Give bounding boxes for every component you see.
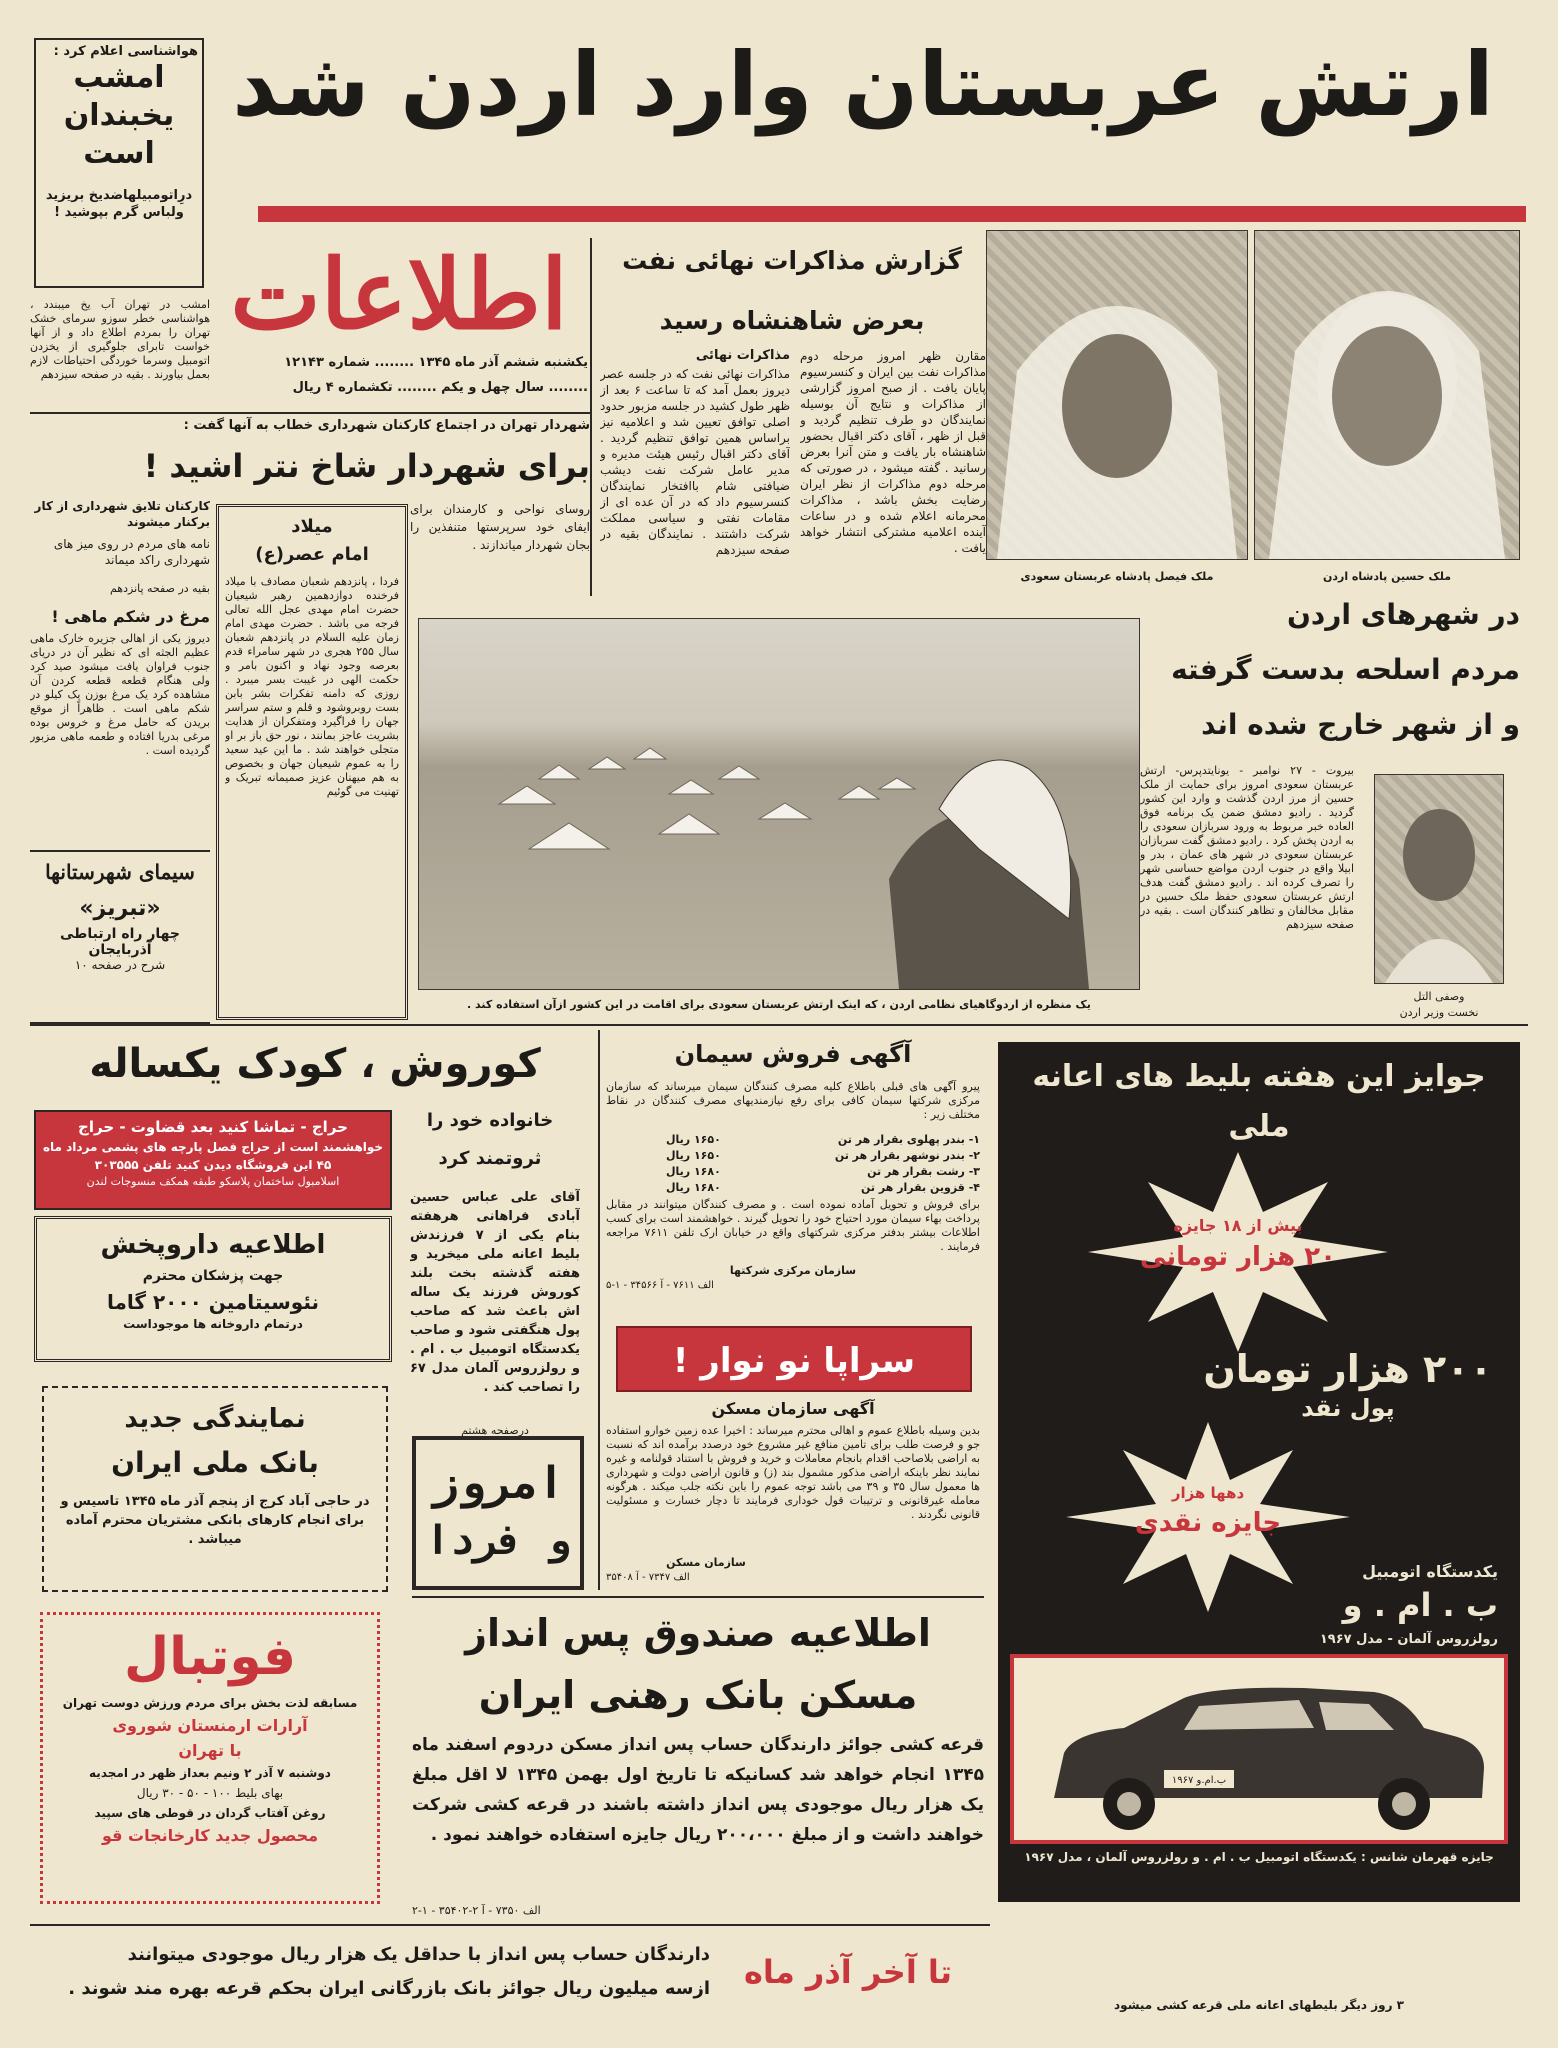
auction-body: خواهشمند است از حراج فصل پارچه های پشمی مرداد ماه ۴۵ این فروشگاه دیدن کنید تلفن ۳۰۳۵۵۵: [42, 1140, 384, 1172]
car-plate: ب.ام.و ۱۹۶۷: [1171, 1775, 1227, 1786]
cement-body: پیرو آگهی های قبلی باطلاع کلیه مصرف کنندگان سیمان میرساند که سازمان مرکزی شرکتها سیمان کافی برای رفع نیازمندیهای مصرف کنندگان در نقاط مختلف زیر :: [606, 1080, 980, 1121]
housing-code: الف ۷۳۴۷ - آ ۳۵۴۰۸: [606, 1572, 690, 1583]
cement-row: [606, 1132, 980, 1148]
kourosh-more: درصفحه هشتم: [461, 1424, 529, 1437]
jordan-headline-2: مردم اسلحه بدست گرفته: [1171, 653, 1520, 686]
kourosh-body: آقای علی عباس حسین آبادی فراهانی هرهفته بنام یکی از ۷ فرزندش بلیط اعانه ملی میخرید و هفته گذشته بخت بلند کوروش فرزند یک ساله اش باعث شد که صاحب پول هنگفتی شود و صاحب یکدستگاه اتومبیل ب . ام . و رولزروس آلمان مدل ۶۷ را تصاحب کند .: [410, 1190, 580, 1395]
football-line-5: بهای بلیط ۱۰۰ - ۵۰ - ۳۰ ریال: [136, 1786, 284, 1800]
savings-title-2: مسکن بانک رهنی ایران: [478, 1673, 918, 1717]
bank-branch-title-1: نمایندگی جدید: [124, 1404, 306, 1434]
weather-body: امشب در تهران آب یخ میبندد ، هواشناسی خطر سوزو سرمای خشک تهران را بمردم اطلاع داد و از آنها خواست تابرای جلوگیری از یخزدن اتومبیل وسرما خوردگی احتیاطات لازم بعمل بیاورند . بقیه در صفحه سیزدهم: [30, 298, 210, 381]
oil-subhead: مذاکرات نهائی: [695, 348, 790, 363]
king-faisal-photo: [986, 230, 1248, 560]
kourosh-headline: کوروش ، کودک یکساله: [89, 1041, 541, 1087]
car-icon: [1014, 1658, 1504, 1840]
lottery-car-brand: ب . ام . و: [1342, 1586, 1498, 1624]
camp-caption: یک منظره از اردوگاهیای نظامی اردن ، که اینک ارتش عربستان سعودی برای اقامت در این کشور ازآن استفاده کند .: [467, 998, 1091, 1011]
car-panel: [1010, 1654, 1508, 1844]
weather-box: [34, 38, 204, 288]
lottery-car-line: یکدستگاه اتومبیل: [1362, 1562, 1498, 1581]
portrait-caption-2: نخست وزیر اردن: [1399, 1006, 1479, 1019]
bottom-rule: [30, 1924, 990, 1926]
auction-box: [34, 1110, 392, 1210]
lottery-star-1b: ۲۰ هزار تومانی: [1140, 1242, 1336, 1272]
cement-code: الف ۷۶۱۱ - آ ۳۴۵۶۶ - ۱-۵: [606, 1280, 714, 1291]
oil-headline-2: بعرض شاهنشاه رسید: [659, 306, 925, 335]
savings-body: قرعه کشی جوائز دارندگان حساب پس انداز مسکن دردوم اسفند ماه ۱۳۴۵ انجام خواهد شد کسانیکه تا تاریخ اول بهمن ۱۳۴۵ لا اقل مبلغ یک هزار ریال موجودی پس انداز داشته باشند در قرعه کشی شرکت خواهند داشت و از مبلغ ۲۰۰،۰۰۰ ریال جایزه استفاده خواهند نمود .: [412, 1735, 984, 1845]
cement-row: [606, 1180, 980, 1196]
auction-footer: اسلامبول ساختمان پلاسکو طبقه همکف منسوجات لندن: [86, 1175, 340, 1188]
caption-faisal: ملک فیصل پادشاه عربستان سعودی: [1020, 570, 1214, 583]
portrait-caption-1: وصفی التل: [1413, 990, 1465, 1003]
newspaper-logo: اطلاعات: [230, 238, 568, 351]
cement-item-price: ۱۶۸۰ ریال: [666, 1165, 721, 1178]
oil-rule: [590, 238, 592, 596]
housing-sig: سازمان مسکن: [666, 1556, 746, 1569]
oil-column-left: مذاکرات نهائی نفت که در جلسه عصر دیروز بعمل آمد که تا ساعت ۶ بعد از ظهر طول کشید در جلسه مزبور حدود اصلی توافق تعیین شد و اعلامیه نیز براساس همین توافق تنظیم گردید . آقای دکتر اقبال رئیس هیئت مدیره و مدیر عامل شرکت نفت دیشب ضیافتی شام باافتخار نمایندگان کنسرسیوم داد که در آن عده ای از مقامات نفتی و سیاسی مملکت شرکت داشتند . نمایندگان بقیه در صفحه سیزدهم: [600, 367, 790, 557]
lottery-footer: جایزه قهرمان شانس : یکدستگاه اتومبیل ب . ام . و رولزروس آلمان ، مدل ۱۹۶۷: [1024, 1850, 1494, 1864]
cement-rule-l: [598, 1030, 600, 1590]
azar-line-1: دارندگان حساب پس انداز با حداقل یک هزار ریال موجودی میتوانند: [127, 1944, 710, 1965]
tabriz-box: [30, 850, 210, 1024]
savings-rule: [412, 1596, 984, 1598]
lottery-header: جوایز این هفته بلیط های اعانه ملی: [1032, 1059, 1486, 1144]
portrait-silhouette: [1255, 231, 1519, 559]
emrooz-line-1: امروز: [431, 1458, 565, 1509]
tabriz-city: «تبریز»: [79, 896, 161, 921]
tabriz-sub2: آذربایجان: [88, 942, 152, 958]
football-line-1: مسابقه لذت بخش برای مردم ورزش دوست تهران: [62, 1696, 358, 1710]
weather-h3: است: [83, 136, 155, 171]
mid-rule: [30, 412, 590, 414]
fold-rule: [30, 1024, 1528, 1026]
savings-code: الف ۷۳۵۰ - آ ۲-۳۵۴۰۲ - ۱-۲: [412, 1904, 541, 1917]
lottery-big-2: پول نقد: [1301, 1394, 1395, 1422]
football-line-2: آرارات ارمنستان شوروی: [112, 1716, 308, 1735]
mayor-kicker: شهردار تهران در اجتماع کارکنان شهرداری خطاب به آنها گفت :: [183, 418, 590, 433]
emrooz-line-2: و فردا: [425, 1518, 571, 1564]
lottery-star-2a: دهها هزار: [1171, 1484, 1245, 1502]
mayor-more: بقیه در صفحه پانزدهم: [109, 582, 210, 595]
football-line-3: با تهران: [178, 1741, 242, 1760]
oil-headline-1: گزارش مذاکرات نهائی نفت: [622, 246, 962, 275]
bank-branch-title-2: بانک ملی ایران: [111, 1446, 319, 1479]
housing-body: بدین وسیله باطلاع عموم و اهالی محترم میرساند : اخیرا عده زمین خوارو استفاده جو و فرصت طلب برای تامین منافع غیر مشروع خود درصدد برآمده اند که نسبت به اراضی بلاصاحب اقدام بانجام معاملات و خرید و فروش با استناد قولنامه و غیره نمایند نظر باینکه اراضی مذکور مشمول بند (ز) و قانون اراضی دولت و شهرداری ها معمول سال ۳۵ و ۳۹ می باشد توجه عموم را باین نکته جلب میکند . هرگونه معامله غیرقانونی و ترتیبات قول خوداری فرمایند تا دچار خسارت و مسئولیت قانونی نگردند .: [606, 1424, 980, 1521]
jordan-headline-1: در شهرهای اردن: [1287, 598, 1520, 631]
housing-title: آگهی سازمان مسکن: [711, 1399, 875, 1418]
tabriz-more: شرح در صفحه ۱۰: [74, 958, 166, 972]
mayor-bullet-1: کارکنان تلایق شهرداری از کار برکنار میشوند: [34, 499, 210, 529]
cement-item-price: ۱۶۵۰ ریال: [666, 1133, 721, 1146]
caption-hussein: ملک حسین پادشاه اردن: [1322, 570, 1452, 583]
lottery-car-model: رولزروس آلمان - مدل ۱۹۶۷: [1319, 1632, 1498, 1647]
football-line-4: دوشنبه ۷ آذر ۲ ونیم بعداز ظهر در امجدیه: [89, 1766, 331, 1780]
kourosh-sub-1: خانواده خود را: [426, 1110, 554, 1131]
tabriz-title: سیمای شهرستانها: [45, 860, 195, 884]
cement-row: [606, 1148, 980, 1164]
auction-headline: حراج - تماشا کنید بعد قضاوت - حراج: [78, 1118, 348, 1136]
lottery-star-2: [1058, 1422, 1358, 1612]
cement-item-label: ۱- بندر پهلوی بقرار هر تن: [837, 1133, 980, 1146]
cement-item-price: ۱۶۵۰ ریال: [666, 1149, 721, 1162]
football-title: فوتبال: [123, 1627, 297, 1687]
lottery-big-1: ۲۰۰ هزار تومان: [1203, 1347, 1493, 1391]
milad-title: میلاد: [291, 516, 333, 537]
cement-items: [606, 1132, 980, 1196]
year-line: ........ سال چهل و یکم ........ تکشماره ۴ ریال: [292, 380, 588, 395]
milad-title-2: امام عصر(ع): [255, 544, 369, 565]
headline-red-rule: [258, 206, 1526, 222]
darupakhsh-line-2: نئوسیتامین ۲۰۰۰ گاما: [106, 1290, 320, 1314]
mayor-side: روسای نواحی و کارمندان برای ایفای خود سرپرستها متنفذین را بجان شهردار میاندازند .: [410, 502, 590, 552]
bank-branch-body: در حاجی آباد کرج از پنجم آذر ماه ۱۳۴۵ تاسیس و برای انجام کارهای بانکی مشتریان محترم آماده میباشد .: [60, 1494, 370, 1547]
darupakhsh-box: [34, 1216, 392, 1362]
portrait-silhouette: [1375, 775, 1503, 983]
camp-photo: [418, 618, 1140, 990]
lottery-star-1: [1078, 1152, 1398, 1352]
weather-h2: یخبندان: [63, 98, 175, 133]
football-line-7: محصول جدید کارخانجات قو: [101, 1826, 319, 1845]
tabriz-sub1: چهار راه ارتباطی: [60, 926, 180, 942]
darupakhsh-line-1: جهت پزشکان محترم: [142, 1268, 284, 1284]
milad-body: فردا ، پانزدهم شعبان مصادف با میلاد فرخنده دوازدهمین رهبر شیعیان حضرت امام مهدی عجل الله تعالی فرجه می باشد . حضرت مهدی امام زمان علیه السلام در پانزدهم شعبان سال ۲۵۵ هجری در شهر سامراء قدم بعرصه وجود نهاد و اکنون بامر و حکمت الهی در غیبت بسر میبرد . روزی که دامنه تفکرات بشر بابن بست روبروشود و قلم و ستم سراسر جهان را فراگیرد ومتفکران از هدایت بشریت عاجز بمانند ، نور حق باز بر او متجلی خواهند شد . ما این عید سعید را به عموم شیعیان جهان و بخصوص به هم میهنان عزیز صمیمانه تبریک و تهنیت می گوئیم: [225, 575, 399, 798]
football-box: [40, 1612, 380, 1904]
cement-item-price: ۱۶۸۰ ریال: [666, 1181, 721, 1194]
azar-line-2: ازسه میلیون ریال جوائز بانک بازرگانی ایران بحکم قرعه بهره مند شوند .: [68, 1978, 710, 1999]
fish-headline: مرغ در شکم ماهی !: [51, 607, 210, 626]
azar-title: تا آخر آذر ماه: [744, 1953, 952, 1991]
lottery-note: ۳ روز دیگر بلیطهای اعانه ملی قرعه کشی میشود: [1114, 1998, 1404, 2012]
cement-item-label: ۴- قزوین بقرار هر تن: [860, 1181, 980, 1194]
lottery-ad: [998, 1042, 1520, 1902]
weather-intro: هواشناسی اعلام کرد :: [53, 44, 198, 59]
wasfi-tal-photo: [1374, 774, 1504, 984]
football-line-6: روغن آفتاب گردان در قوطی های سپید: [94, 1806, 326, 1820]
kourosh-sub-2: ثروتمند کرد: [438, 1148, 542, 1169]
fish-body: دیروز یکی از اهالی جزیره خارک ماهی عظیم الجثه ای که نظیر آن در دریای جنوب فراوان یافت میشود صید کرد ولی هنگام قطعه قطعه کردن آن مشاهده کرد یک مرغ بوزن یک کیلو در شکم ماهی است . ظاهراً از موقع بریدن که حامل مرغ و خروس بوده مرغی بدریا افتاده و طعمه ماهی مزبور گردیده است .: [30, 632, 210, 757]
nowruz-banner: سراپا نو نوار !: [616, 1326, 972, 1392]
cement-footer: برای فروش و تحویل آماده نموده است . و مصرف کنندگان میتوانند در مقابل پرداخت بهاء سیمان مورد احتیاج خود را تحویل گیرند . خواهشمند است برای کسب اطلاعات بیشتر بدفتر مرکزی شرکتهای واقع در خیابان ارک تلفن ۷۶۱۱ مراجعه فرمایند .: [606, 1198, 980, 1253]
mayor-bullet-2: نامه های مردم در روی میز های شهرداری راکد میماند: [53, 537, 210, 567]
emrooz-farda-box: [412, 1436, 584, 1590]
milad-box: [216, 504, 408, 1020]
main-headline: ارتش عربستان وارد اردن شد: [232, 33, 1494, 136]
mayor-headline: برای شهردار شاخ نتر اشید !: [143, 447, 590, 485]
lottery-star-1a: بیش از ۱۸ جایزه: [1173, 1216, 1303, 1235]
jordan-body: بیروت - ۲۷ نوامبر - یونایتدپرس- ارتش عربستان سعودی امروز برای حمایت از ملک حسین از مرز اردن گذشت و وارد این کشور گردید . رادیو دمشق ضمن یک برنامه فوق العاده خبر مربوط به ورود سربازان سعودی را به اردن پخش کرد . رادیو دمشق گفت سربازان عربستان سعودی در شهر های عمان ، بدر و ابیلا واقع در جنوب اردن مواضع حساسی شهر را تصرف کرده اند . رادیو دمشق گفت هدف ارتش عربستان سعودی حفظ ملک حسین در مقابل مخالفان و تظاهر کنندگان است . بقیه در صفحه سیزدهم: [1140, 764, 1354, 931]
cement-item-label: ۲- بندر نوشهر بقرار هر تن: [834, 1149, 980, 1162]
jordan-headline-3: و از شهر خارج شده اند: [1201, 708, 1520, 741]
portrait-silhouette: [987, 231, 1247, 559]
oil-column-right: مقارن ظهر امروز مرحله دوم مذاکرات نفت بین ایران و کنسرسیوم پایان یافت . از صبح امروز گزارشی از مذاکرات و نتایج آن بوسیله نمایندگان دو طرف تنظیم گردید و قبل از ظهر ، آقای دکتر اقبال بحضور شاهنشاه بار یافت و متن آنرا بعرض رسانید . گفته میشود ، در صورتی که مرحله دوم مذاکرات از نظر ایران رضایت بخش باشد ، مذاکرات محرمانه اعلام شده و در ساعات آینده اعلامیه مشترکی انتشار خواهد یافت .: [800, 349, 986, 555]
weather-h1: امشب: [73, 60, 165, 95]
bank-branch-box: [42, 1386, 388, 1592]
cement-title: آگهی فروش سیمان: [674, 1040, 912, 1068]
weather-note: درِاتومبیلهاضدیخ بریزید ولباس گرم بپوشید !: [45, 188, 193, 220]
cement-sig: سازمان مرکزی شرکتها: [729, 1264, 857, 1277]
king-hussein-photo: [1254, 230, 1520, 560]
date-line: یکشنبه ششم آذر ماه ۱۳۴۵ ........ شماره ۱۲۱۴۳: [284, 355, 588, 370]
camp-scene: [419, 619, 1139, 989]
savings-title-1: اطلاعیه صندوق پس انداز: [465, 1611, 931, 1655]
lottery-star-2b: جایزه نقدی: [1134, 1508, 1282, 1538]
cement-item-label: ۳- رشت بقرار هر تن: [867, 1165, 980, 1178]
darupakhsh-title: اطلاعیه داروپخش: [100, 1230, 326, 1260]
darupakhsh-line-3: درتمام داروخانه ها موجوداست: [123, 1317, 303, 1331]
cement-row: [606, 1164, 980, 1180]
